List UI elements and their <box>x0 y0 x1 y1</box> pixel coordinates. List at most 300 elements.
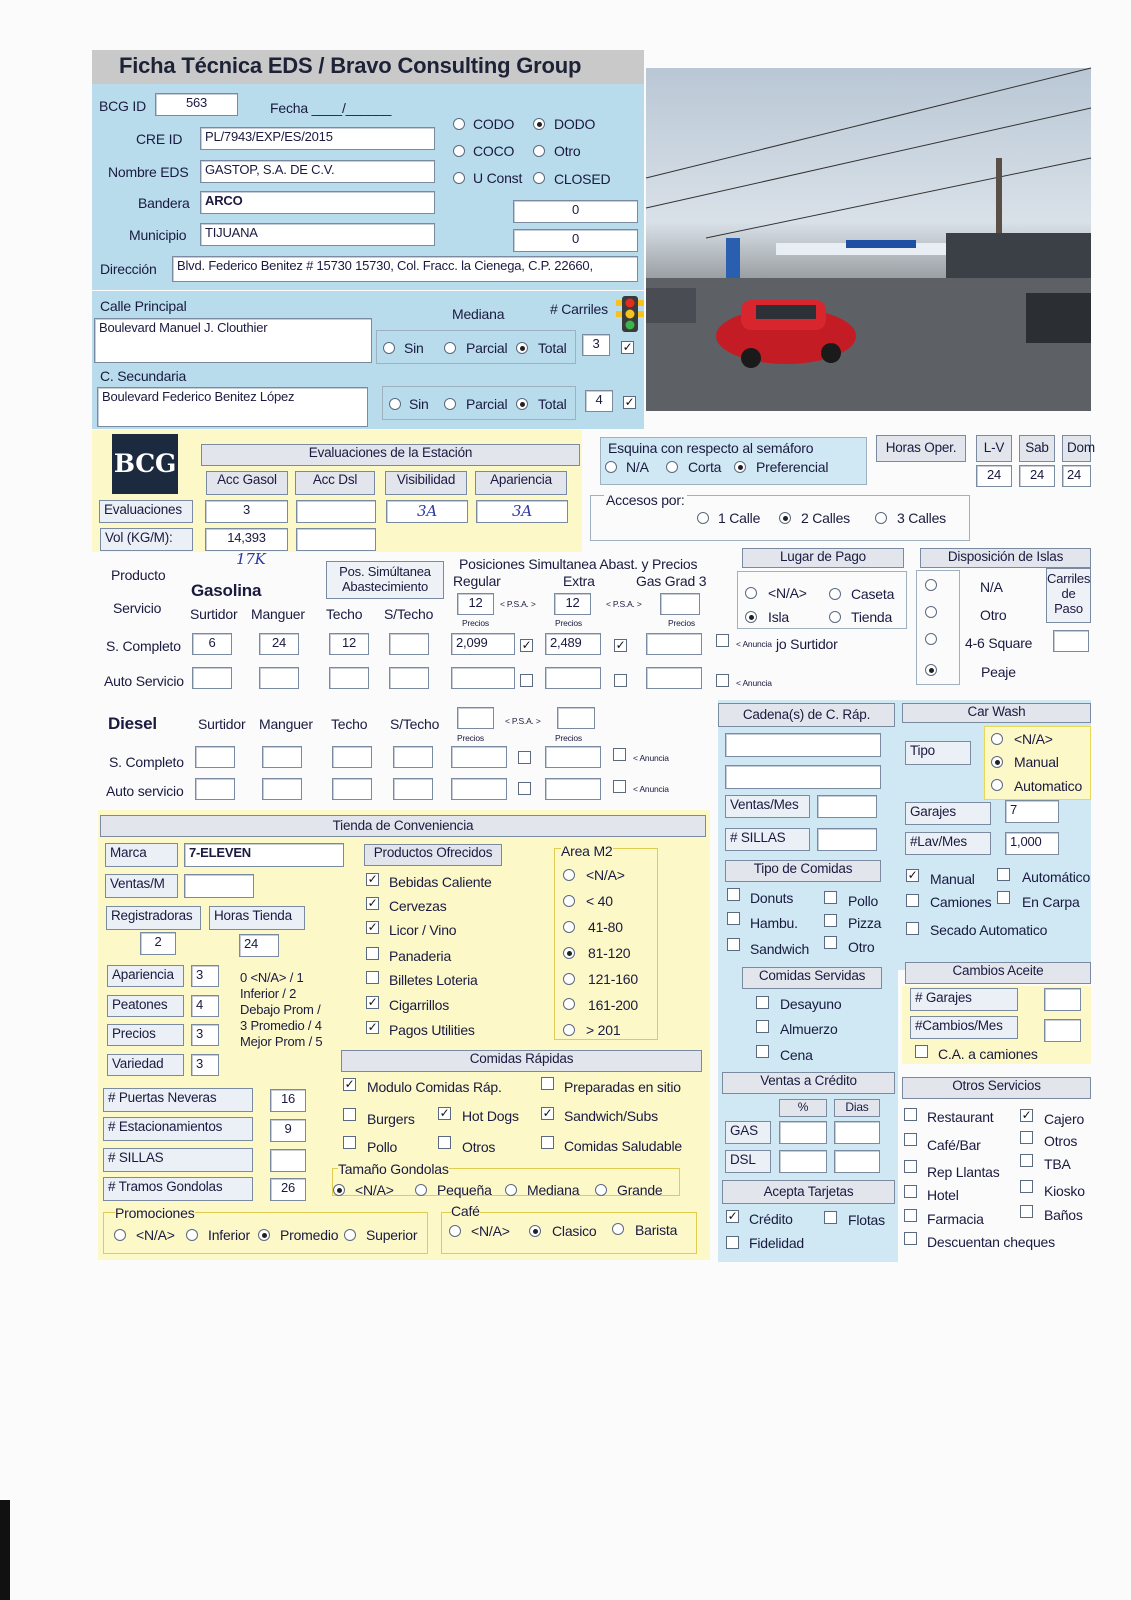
credito-gas-dias[interactable] <box>834 1121 880 1144</box>
pago-radio-caseta[interactable] <box>829 588 841 600</box>
prod-label-5: Cigarrillos <box>389 997 450 1013</box>
promo-radio-3[interactable] <box>344 1229 356 1241</box>
as-ext-price-input[interactable] <box>545 667 601 689</box>
anuncia-label-2: < Anuncia <box>736 678 772 688</box>
mediana2-radio-parcial[interactable] <box>444 398 456 410</box>
mediana1-radio-sin[interactable] <box>383 342 395 354</box>
islas-radio-na[interactable] <box>925 579 937 591</box>
calle-secundaria-input[interactable]: Boulevard Federico Benitez López <box>97 387 368 427</box>
islas-radio-square[interactable] <box>925 633 937 645</box>
tarjeta-label-fidelidad: Fidelidad <box>749 1235 805 1251</box>
garajes-input[interactable]: 7 <box>1005 800 1059 823</box>
lav-mes-label: #Lav/Mes <box>905 832 991 855</box>
tarjeta-check-credito[interactable]: ✓ <box>727 1209 738 1223</box>
tipo-comidas-title: Tipo de Comidas <box>725 860 881 882</box>
anuncia-surtidor-label: jo Surtidor <box>776 636 838 652</box>
lav-mes-input[interactable]: 1,000 <box>1005 832 1059 855</box>
carriles-paso-box: Carriles de Paso <box>1046 568 1091 623</box>
otros-check-cheques[interactable] <box>904 1232 917 1245</box>
d-sc-check2[interactable] <box>613 748 626 761</box>
cafe-radio-1[interactable] <box>529 1225 541 1237</box>
mediana1-radio-parcial[interactable] <box>444 342 456 354</box>
cw-check-camiones[interactable] <box>906 894 919 907</box>
area-radio-3[interactable] <box>563 947 575 959</box>
d-sc-techo[interactable] <box>332 746 372 768</box>
horas-label: Horas Oper. <box>876 435 966 462</box>
area-label-4: 121-160 <box>588 971 638 987</box>
ventas-m-input[interactable] <box>184 874 254 898</box>
area-radio-1[interactable] <box>563 895 575 907</box>
carwash-radio-na[interactable] <box>991 733 1003 745</box>
as-stecho-input[interactable] <box>389 667 429 689</box>
cw-label-automatico: Automático <box>1022 869 1091 885</box>
mediana1-label-parcial: Parcial <box>466 340 508 356</box>
scan-edge <box>0 1500 10 1600</box>
carriles-1-input[interactable]: 3 <box>582 334 610 356</box>
gondola-radio-0[interactable] <box>333 1184 345 1196</box>
servidas-check-almuerzo[interactable] <box>756 1020 769 1033</box>
mediana2-radio-sin[interactable] <box>389 398 401 410</box>
otros-check-banos[interactable] <box>1020 1205 1033 1218</box>
cr-check-1[interactable] <box>541 1077 554 1090</box>
d-anuncia-2: < Anuncia <box>633 784 669 794</box>
eval-col-acc-dsl: Acc Dsl <box>295 471 375 495</box>
score-input-apariencia[interactable]: 3 <box>191 965 219 987</box>
prod-label-4: Billetes Loteria <box>389 972 478 988</box>
accesos-label-1: 1 Calle <box>718 510 761 526</box>
traffic-light-icon <box>616 296 644 332</box>
promo-label-1: Inferior <box>208 1227 250 1243</box>
tipo-check-pollo[interactable] <box>824 891 837 904</box>
prod-check-5[interactable]: ✓ <box>367 995 378 1009</box>
bandera-input[interactable]: ARCO <box>200 191 435 214</box>
aceite-cambios-label: #Cambios/Mes <box>910 1016 1018 1039</box>
gondolas-title: Tamaño Gondolas <box>338 1161 449 1177</box>
score-label-variedad: Variedad <box>107 1054 184 1076</box>
accesos-label-3: 3 Calles <box>897 510 946 526</box>
d-as-surtidor[interactable] <box>195 778 235 800</box>
score-label-apariencia: Apariencia <box>107 965 184 987</box>
eval-col-acc-gasol: Acc Gasol <box>206 471 288 495</box>
otros-label-restaurant: Restaurant <box>927 1109 994 1125</box>
tipo-check-sandwich[interactable] <box>727 938 740 951</box>
cr-check-3[interactable]: ✓ <box>439 1106 450 1120</box>
servidas-check-desayuno[interactable] <box>756 996 769 1009</box>
d-as-check2[interactable] <box>613 780 626 793</box>
horas-lv-input[interactable]: 24 <box>976 465 1012 487</box>
aceite-cambios-input[interactable] <box>1044 1019 1081 1042</box>
type-radio-closed[interactable] <box>533 172 545 184</box>
d-sc-manguer[interactable] <box>262 746 302 768</box>
prod-label-2: Licor / Vino <box>389 922 457 938</box>
prod-check-3[interactable] <box>366 947 379 960</box>
prod-check-1[interactable]: ✓ <box>367 896 378 910</box>
islas-title: Disposición de Islas <box>920 548 1091 568</box>
gondola-radio-1[interactable] <box>415 1184 427 1196</box>
as-reg-check[interactable] <box>520 674 533 687</box>
tipo-check-hambu[interactable] <box>727 912 740 925</box>
type-radio-dodo[interactable] <box>533 118 545 130</box>
as-manguer-input[interactable] <box>259 667 299 689</box>
carriles-1-check[interactable]: ✓ <box>622 340 633 354</box>
mediana1-label-total: Total <box>538 340 567 356</box>
mediana2-label-total: Total <box>538 396 567 412</box>
d-pos-input[interactable] <box>457 707 494 729</box>
accesos-radio-2[interactable] <box>779 512 791 524</box>
cafe-label-0: <N/A> <box>471 1223 510 1239</box>
tipo-label-donuts: Donuts <box>750 890 794 906</box>
cw-check-secado[interactable] <box>906 922 919 935</box>
sc-techo-input[interactable]: 12 <box>329 633 369 655</box>
cw-check-automatico[interactable] <box>997 868 1010 881</box>
nombre-input[interactable]: GASTOP, S.A. DE C.V. <box>200 160 435 183</box>
type-label-uconst: U Const <box>473 170 523 186</box>
registradoras-input[interactable]: 2 <box>140 932 176 955</box>
credito-dsl-label: DSL <box>725 1150 771 1173</box>
cr-label-0: Modulo Comidas Ráp. <box>367 1079 502 1095</box>
gas-grad-label: Gas Grad 3 <box>636 573 707 589</box>
anuncia-label-1: < Anuncia <box>736 639 772 649</box>
area-radio-2[interactable] <box>563 921 575 933</box>
d-as-manguer[interactable] <box>262 778 302 800</box>
cr-check-7[interactable] <box>541 1136 554 1149</box>
carwash-radio-manual[interactable] <box>991 756 1003 768</box>
area-label-0: <N/A> <box>586 867 625 883</box>
prod-check-0[interactable]: ✓ <box>367 872 378 886</box>
cr-check-4[interactable]: ✓ <box>542 1106 553 1120</box>
acc-dsl-input[interactable] <box>296 500 376 523</box>
cafe-label-1: Clasico <box>552 1223 597 1239</box>
type-radio-uconst[interactable] <box>453 172 465 184</box>
tarjeta-check-flotas[interactable] <box>824 1211 837 1224</box>
otros-check-cafe[interactable] <box>904 1133 917 1146</box>
apariencia-input[interactable]: 3A <box>476 500 568 523</box>
promo-radio-0[interactable] <box>114 1229 126 1241</box>
type-radio-coco[interactable] <box>453 145 465 157</box>
eval-title: Evaluaciones de la Estación <box>201 444 580 466</box>
count-label-3: # Tramos Gondolas <box>103 1177 253 1201</box>
cadena-input-2[interactable] <box>725 765 881 789</box>
g3-price-input[interactable] <box>646 633 702 655</box>
marca-label: Marca <box>105 843 178 867</box>
otros-check-kiosko[interactable] <box>1020 1180 1033 1193</box>
d-sc-check1[interactable] <box>518 751 531 764</box>
aceite-check-ca[interactable] <box>915 1045 928 1058</box>
ext-anuncia-check[interactable]: ✓ <box>615 638 626 652</box>
pago-label-na: <N/A> <box>768 585 807 601</box>
otros-check-llantas[interactable] <box>904 1160 917 1173</box>
d-psa-label: < P.S.A. > <box>505 716 541 726</box>
count-label-2: # SILLAS <box>103 1148 253 1172</box>
score-label-precios: Precios <box>107 1024 184 1046</box>
credito-pct-col: % <box>779 1099 827 1117</box>
cr-label-6: Otros <box>462 1139 496 1155</box>
carriles-label: # Carriles <box>550 301 608 317</box>
cr-check-5[interactable] <box>343 1136 356 1149</box>
cr-check-6[interactable] <box>438 1136 451 1149</box>
carriles-paso-input[interactable] <box>1053 630 1089 652</box>
d-as-price1[interactable] <box>451 778 507 800</box>
cr-label-1: Preparadas en sitio <box>564 1079 681 1095</box>
bcg-id-input[interactable]: 563 <box>155 93 238 116</box>
vol-input[interactable]: 14,393 <box>205 528 288 551</box>
count-input-2[interactable] <box>270 1149 306 1172</box>
servidas-label-cena: Cena <box>780 1047 813 1063</box>
otros-check-restaurant[interactable] <box>904 1108 917 1121</box>
servidas-check-cena[interactable] <box>756 1045 769 1058</box>
d-sc-stecho[interactable] <box>393 746 433 768</box>
servidas-label-desayuno: Desayuno <box>780 996 842 1012</box>
d-stecho-col: S/Techo <box>390 716 440 732</box>
municipio-input[interactable]: TIJUANA <box>200 223 435 246</box>
g3-anuncia-check[interactable] <box>716 634 729 647</box>
cadena-sillas-input[interactable] <box>817 828 877 851</box>
prod-check-2[interactable]: ✓ <box>367 920 378 934</box>
cafe-radio-2[interactable] <box>612 1223 624 1235</box>
as-surtidor-input[interactable] <box>192 667 232 689</box>
pago-label-tienda: Tienda <box>851 609 893 625</box>
d-as-stecho[interactable] <box>393 778 433 800</box>
vol-handwritten-note: 17K <box>236 550 266 568</box>
horas-sab-input[interactable]: 24 <box>1019 465 1055 487</box>
tienda-title: Tienda de Conveniencia <box>100 815 706 837</box>
marca-input[interactable]: 7-ELEVEN <box>184 843 344 867</box>
esquina-title: Esquina con respecto al semáforo <box>608 440 814 456</box>
cadena-input-1[interactable] <box>725 733 881 757</box>
promo-radio-2[interactable] <box>258 1229 270 1241</box>
vol-dsl-input[interactable] <box>296 528 376 551</box>
area-label-1: < 40 <box>586 893 613 909</box>
credito-dias-col: Dias <box>834 1099 880 1117</box>
otros-label-tba: TBA <box>1044 1156 1071 1172</box>
bcg-id-label: BCG ID <box>99 98 147 114</box>
regular-pos-input[interactable]: 12 <box>457 593 494 615</box>
otros-check-farmacia[interactable] <box>904 1209 917 1222</box>
count-input-3[interactable]: 26 <box>270 1178 306 1201</box>
ventas-mes-input[interactable] <box>817 795 877 818</box>
acc-gasol-input[interactable]: 3 <box>205 500 288 523</box>
pago-label-caseta: Caseta <box>851 586 895 602</box>
d-sc-price2[interactable] <box>545 746 601 768</box>
tarjeta-label-credito: Crédito <box>749 1211 793 1227</box>
horas-dom-input[interactable]: 24 <box>1062 465 1091 487</box>
mediana-label: Mediana <box>452 306 505 322</box>
carriles-2-check[interactable]: ✓ <box>624 395 635 409</box>
prod-check-4[interactable] <box>366 971 379 984</box>
credito-gas-pct[interactable] <box>779 1121 827 1144</box>
techo-col: Techo <box>326 606 363 622</box>
lugar-pago-title: Lugar de Pago <box>742 548 904 568</box>
manguer-col: Manguer <box>251 606 305 622</box>
credito-dsl-dias[interactable] <box>834 1150 880 1173</box>
pago-radio-na[interactable] <box>745 587 757 599</box>
header-field-b[interactable]: 0 <box>513 229 638 252</box>
d-as-techo[interactable] <box>332 778 372 800</box>
psa-reg-label: < P.S.A. > <box>500 599 536 609</box>
area-radio-5[interactable] <box>563 998 575 1010</box>
otros-check-cajero[interactable]: ✓ <box>1021 1108 1032 1122</box>
esquina-radio-corta[interactable] <box>666 461 678 473</box>
cw-label-carpa: En Carpa <box>1022 894 1080 910</box>
d-as-check1[interactable] <box>518 782 531 795</box>
type-label-dodo: DODO <box>554 116 596 132</box>
servidas-title: Comidas Servidas <box>742 967 882 989</box>
aceite-label-ca: C.A. a camiones <box>938 1046 1038 1062</box>
score-input-variedad[interactable]: 3 <box>191 1054 219 1076</box>
cr-check-2[interactable] <box>343 1108 356 1121</box>
area-radio-4[interactable] <box>563 973 575 985</box>
d-sc-surtidor[interactable] <box>195 746 235 768</box>
extra-label: Extra <box>563 573 595 589</box>
score-input-precios[interactable]: 3 <box>191 1024 219 1046</box>
gondola-radio-3[interactable] <box>595 1184 607 1196</box>
esquina-radio-na[interactable] <box>605 461 617 473</box>
count-input-0[interactable]: 16 <box>270 1089 306 1112</box>
mediana1-label-sin: Sin <box>404 340 424 356</box>
cw-check-manual[interactable]: ✓ <box>907 868 918 882</box>
carwash-tipo-label: Tipo <box>905 741 971 765</box>
prod-check-6[interactable]: ✓ <box>367 1020 378 1034</box>
tipo-label-sandwich: Sandwich <box>750 941 810 957</box>
as-techo-input[interactable] <box>329 667 369 689</box>
gasolina-heading: Gasolina <box>191 581 262 600</box>
pago-radio-isla[interactable] <box>745 611 757 623</box>
score-input-peatones[interactable]: 4 <box>191 995 219 1017</box>
esquina-label-corta: Corta <box>688 459 722 475</box>
visibilidad-input[interactable]: 3A <box>386 500 468 523</box>
d-sc-price1[interactable] <box>451 746 507 768</box>
islas-radio-otro[interactable] <box>925 606 937 618</box>
area-label-5: 161-200 <box>588 997 638 1013</box>
carwash-radio-auto[interactable] <box>991 779 1003 791</box>
d-s-completo-label: S. Completo <box>109 754 184 770</box>
tipo-check-donuts[interactable] <box>727 888 740 901</box>
reg-price-input[interactable]: 2,099 <box>451 633 515 655</box>
aceite-garajes-label: # Garajes <box>910 988 1018 1011</box>
prod-label-0: Bebidas Caliente <box>389 874 492 890</box>
cw-label-camiones: Camiones <box>930 894 992 910</box>
cr-title: Comidas Rápidas <box>341 1050 702 1072</box>
gondola-radio-2[interactable] <box>505 1184 517 1196</box>
eval-col-apariencia: Apariencia <box>475 471 567 495</box>
tipo-label-otro: Otro <box>848 939 875 955</box>
credito-dsl-pct[interactable] <box>779 1150 827 1173</box>
productos-title: Productos Ofrecidos <box>364 844 502 866</box>
auto-servicio-label: Auto Servicio <box>104 673 184 689</box>
area-radio-6[interactable] <box>563 1024 575 1036</box>
prod-label-3: Panaderia <box>389 948 452 964</box>
station-photo <box>646 68 1091 411</box>
reg-anuncia-check[interactable]: ✓ <box>521 638 532 652</box>
d-as-price2[interactable] <box>545 778 601 800</box>
servidas-label-almuerzo: Almuerzo <box>780 1021 838 1037</box>
accesos-radio-3[interactable] <box>875 512 887 524</box>
eval-col-visibilidad: Visibilidad <box>385 471 467 495</box>
sc-surtidor-input[interactable]: 6 <box>192 633 232 655</box>
as-g3-check[interactable] <box>716 674 729 687</box>
mediana2-label-sin: Sin <box>409 396 429 412</box>
type-radio-otro[interactable] <box>533 145 545 157</box>
horas-col-lv: L-V <box>976 435 1012 462</box>
mediana1-radio-total[interactable] <box>516 342 528 354</box>
count-input-1[interactable]: 9 <box>270 1119 306 1142</box>
accesos-radio-1[interactable] <box>697 512 709 524</box>
tipo-check-pizza[interactable] <box>824 914 837 927</box>
aceite-garajes-input[interactable] <box>1044 988 1081 1011</box>
score-legend: 0 <N/A> / 1 Inferior / 2 Debajo Prom / 3 Promedio / 4 Mejor Prom / 5 <box>240 970 323 1049</box>
horas-tienda-input[interactable]: 24 <box>239 934 279 957</box>
cafe-radio-0[interactable] <box>449 1225 461 1237</box>
islas-radio-peaje[interactable] <box>925 664 937 676</box>
precios-ext-label: Precios <box>555 618 582 628</box>
esquina-radio-preferencial[interactable] <box>734 461 746 473</box>
d-pos2-input[interactable] <box>557 707 595 729</box>
page-title: Ficha Técnica EDS / Bravo Consulting Group <box>119 53 582 78</box>
area-radio-0[interactable] <box>563 869 575 881</box>
fecha-label: Fecha ____/______ <box>270 100 392 116</box>
ext-price-input[interactable]: 2,489 <box>545 633 601 655</box>
cr-check-0[interactable]: ✓ <box>344 1077 355 1091</box>
area-title: Area M2 <box>561 843 613 859</box>
cr-label-3: Hot Dogs <box>462 1108 519 1124</box>
cw-check-carpa[interactable] <box>997 891 1010 904</box>
otros-check-hotel[interactable] <box>904 1185 917 1198</box>
nombre-label: Nombre EDS <box>108 164 189 180</box>
tipo-label-hambu: Hambu. <box>750 915 798 931</box>
sc-manguer-input[interactable]: 24 <box>259 633 299 655</box>
mediana2-radio-total[interactable] <box>516 398 528 410</box>
cr-label-4: Sandwich/Subs <box>564 1108 658 1124</box>
calle-principal-input[interactable]: Boulevard Manuel J. Clouthier <box>94 318 372 363</box>
area-label-6: > 201 <box>586 1022 621 1038</box>
as-reg-price-input[interactable] <box>451 667 515 689</box>
header-field-a[interactable]: 0 <box>513 200 638 223</box>
d-techo-col: Techo <box>331 716 368 732</box>
as-g3-price-input[interactable] <box>646 667 702 689</box>
credito-gas-label: GAS <box>725 1121 771 1144</box>
carriles-2-input[interactable]: 4 <box>585 390 613 412</box>
gondola-label-1: Pequeña <box>437 1182 492 1198</box>
horas-col-dom: Dom <box>1062 435 1091 462</box>
sc-stecho-input[interactable] <box>389 633 429 655</box>
pos-sim-2-label: Posiciones Simultanea Abast. y Precios <box>459 556 698 572</box>
pago-radio-tienda[interactable] <box>829 611 841 623</box>
otros-check-tba[interactable] <box>1020 1154 1033 1167</box>
carwash-label-na: <N/A> <box>1014 731 1053 747</box>
cafe-title: Café <box>451 1203 480 1219</box>
tipo-check-otro[interactable] <box>824 936 837 949</box>
promo-label-3: Superior <box>366 1227 418 1243</box>
precios-g3-label: Precios <box>668 618 695 628</box>
otros-check-otros[interactable] <box>1020 1131 1033 1144</box>
credito-title: Ventas a Crédito <box>722 1072 895 1094</box>
islas-label-otro: Otro <box>980 607 1007 623</box>
esquina-label-na: N/A <box>626 459 649 475</box>
promo-radio-1[interactable] <box>186 1229 198 1241</box>
station-scene <box>646 68 1091 411</box>
tarjeta-check-fidelidad[interactable] <box>726 1236 739 1249</box>
extra-pos-input[interactable]: 12 <box>554 593 591 615</box>
grad3-pos-input[interactable] <box>660 593 700 615</box>
count-label-1: # Estacionamientos <box>103 1117 253 1141</box>
type-radio-codo[interactable] <box>453 118 465 130</box>
direccion-input[interactable]: Blvd. Federico Benitez # 15730 15730, Col. Fracc. la Cienega, C.P. 22660, <box>172 256 638 282</box>
producto-label: Producto <box>111 567 166 583</box>
cre-id-input[interactable]: PL/7943/EXP/ES/2015 <box>200 127 435 150</box>
as-ext-check[interactable] <box>614 674 627 687</box>
vol-label: Vol (KG/M): <box>100 528 193 551</box>
type-label-closed: CLOSED <box>554 171 611 187</box>
